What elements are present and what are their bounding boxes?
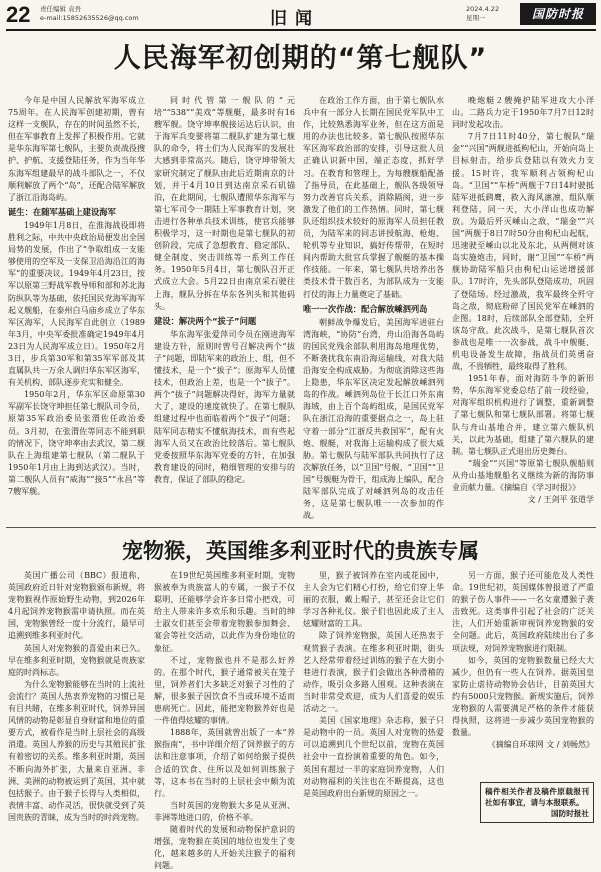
paragraph: 1951年春，面对海防斗争的新形势，华东海军党委总结了前一段经验，对海军组织机构进行了调整，重新调整了第七舰队和第七舰队部署。将第七舰队与舟山基地合并，建立第六舰队机关，以此为基础，组建了第六舰队的建制。第七舰队正式退出历史舞台。: [452, 374, 594, 456]
email-line: e-mail:15852635526@qq.com: [40, 14, 139, 22]
paragraph: “瑞金”“兴国”等原第七舰队舰船则从舟山基地舰船名义继续为新的海防事业贡献力量。《摘编自《学习时报》》: [452, 458, 594, 492]
page-masthead: [0, 0, 601, 30]
paragraph: 美国《国家地理》杂志称，猴子只是动物中的一员。英国人对宠物的热爱可以追溯到几个世纪以前，宠物在英国社会中一直扮演着重要的角色。如今，英国有超过一半的家庭饲养宠物，人们对动物福利的关注也在不断提高，这也是英国政府出台新规的原因之一。: [303, 716, 444, 798]
editor-line: 责任编辑 袁吾: [40, 5, 82, 13]
masthead-rule: [6, 29, 596, 31]
paragraph: 在政治工作方面，由于第七舰队水兵中有一部分人长期在国民党军队中工作，比较熟悉海军业务，但在这方面是用的办法也比较多。第七舰队按照华东军区海军政治部的安排，引导这批人员正确认识新中国，端正态度，抓好学习。在教育和管理上，为每艘舰船配备了指导员，在此基础上，舰队各级领导努力改善官兵关系，消除隔阂，进一步激发了他们的工作热情。同时，第七舰队还组织技术较好的原海军人员担任教员，为陆军来的同志讲授航海、枪炮、轮机等专业知识，搞好传帮带，在短时间内帮助大批官兵掌握了舰艇的基本操作技能。一年来，第七舰队共培养出各类技术骨干数百名，为部队成为一支能打仗的海上力量奠定了基础。: [303, 96, 444, 299]
article2-headline: 宠物猴，英国维多利亚时代的贵族专属: [122, 539, 479, 563]
paragraph: 为什么宠物猴能够在当时的上流社会流行？英国人热衷养宠物的习惯已是有目共睹，在维多利亚时代，饲养异国风情的动物是彰显自身财富和地位的重要方式，被看作是当时上层社会的高级消遣。英国人养猴的历史与其殖民扩张有着密切的关系。维多利亚时期，英国不断向海外扩张，大量来自亚洲、非洲、美洲的动物被运到了英国，其中就包括猴子。由于猴子长得与人类相似，表情丰富、动作灵活，很快就受到了英国贵族的青睐，成为当时的时尚宠物。: [8, 679, 145, 822]
paragraph: 英国人对宠物猴的喜爱由来已久。早在维多利亚时期，宠物猴就是贵族家庭的时尚标志。: [8, 643, 145, 677]
paragraph: 朝鲜战争爆发后，美国海军进驻台湾海峡，“协防”台湾，舟山沿海各岛屿的国民党残余部队利用海岛地理优势，不断袭扰我东南沿海运输线，对我大陆沿海安全构成威胁。为彻底消除这些海上隐患，华东军区决定发起解放嵊泗列岛的作战。嵊泗列岛位于长江口外东南海域，由上百个岛屿组成，是国民党军队在浙江沿海的重要据点之一，岛上驻守着一部分“江浙反共救国军”，配有火炮、舰艇，对我海上运输构成了很大威胁。第七舰队与陆军部队共同执行了这次解放任务，以“卫国”号舰、“卫国”“卫国”号舰艇为骨干，组成海上编队，配合陆军部队完成了对嵊泗列岛的攻击任务，这是第七舰队唯一一次参加的作战。: [303, 317, 444, 521]
paragraph: 晚炮艇２艘掩护陆军进攻大小洋山。二路兵力定于1950年7月7日12时同时发起攻击。: [452, 96, 594, 130]
article1-byline: 文 / 王剑平 张道学: [527, 495, 594, 505]
paragraph: 同时代管第一舰队的“元培”“538”“美戏”等舰艇，最多时有16艘军舰。饶守坤率舰接运达后认识，由于海军兵变要将第二舰队扩建为第七舰队的命令，将士们为人民海军的发展壮大感到非常高兴。随后，饶守坤带领大家研究制定了舰队由此后近期南京的计划，并于4月10日到达南京采石矶锚泊，在此期间，七舰队遭照华东海军与第七军司令一期陆上军事教育计划，突击进行各种单兵技术训练，使官兵能够积极学习，这一时期也是第七舰队的初创阶段，完成了急想教育、稳定部队、健全制度、突击训练等一系列工作任务。1950年5月4日，第七舰队召开正式成立大会。5月22日由南京采石驶往上海，舰队分拆在华东各列头和其他码头。: [154, 96, 295, 311]
article2-column-2: [154, 570, 295, 871]
article1-column-3: [303, 95, 444, 520]
paragraph: 1888年，英国就曾出版了一本“养猴指南”，书中详细介绍了饲养猴子的方法和注意事项，介绍了如何给猴子提供合适的饮食、住所以及如何训练猴子等，这本书在当时的上层社会中颇为流行。: [154, 728, 295, 798]
paragraph: 7月7日11时40分，第七舰队“瑞金”“兴国”两舰进抵枸杞山，开始向岛上目标射击，给步兵登陆以有效火力支援。15时许，我军顺利占领枸杞山岛。“卫国”“车桥”两舰于7日14时驶抵陆军进抵鹞鹰，救入海风凛凛，组队顺利登陆，同一天，大小洋山也成功解放。为最后歼灭嵊山之敌，“瑞金”“兴国”两舰于8日7时50分由枸杞山起航，迅速驶至嵊山以北及东北，从两侧对该岛实施炮击，同时，谢“卫国”“车桥”两舰协助陆军船只由枸杞山运送增援部队。17时许，先头部队登陆成功，巩固了登陆场。经过激战，我军最终全歼守岛之敌，彻底粉碎了国民党军在嵊泗的企图。18时，后续部队全部登陆，全歼该岛守敌。此次战斗，是第七舰队首次参战也是唯一一次参战，战斗中舰艇、机电设备发生故障，指战员们英勇奋战，不畏牺牲，最终取得了胜利。: [452, 132, 594, 372]
article-divider: [6, 527, 596, 528]
paragraph: 英国广播公司（BBC）报道称，英国政府近日针对宠物猴颁布新规，将宠物猴视作原始野生动物，到2026年4月起饲养宠物猴需申请执照。而在英国，宠物猴曾经一度十分流行，最早可追溯到维多利亚时代。: [8, 571, 145, 641]
subheading: 诞生：在随军基础上建设海军: [8, 206, 116, 217]
subheading: 唯一一次作战：配合解放嵊泗列岛: [303, 303, 428, 314]
article2-column-3: [303, 570, 444, 825]
article1-column-2: [154, 95, 295, 520]
section-title: 旧闻: [270, 9, 320, 29]
paragraph: 另一方面，猴子还可能危及人类性命。19世纪初，英国媒体曾报道了严重的猴子伤人事件——一名女童遭猴子袭击致死。这类事件引起了社会的广泛关注，人们开始重新审视饲养宠物猴的安全问题。此后，英国政府陆续出台了多项法规，对饲养宠物猴进行限制。: [452, 571, 594, 653]
subheading: 建设：解决两个“拔子”问题: [154, 315, 257, 326]
page-number: 22: [6, 2, 31, 27]
article2-column-1: [8, 570, 145, 825]
paragraph: 华东海军张爱萍司令员在刚进海军建设方针，原则时曾号召解决两个“拔子”问题，即陆军来的政治上、组，但不懂技术，是一个“拔子”；原海军人员懂技术，但政治上差，也是一个“拔子”。两个“拔子”问题解决得好，海军力量就大了，建设的速度就快了。在第七舰队组建过程中也面临着两个“拔子”问题；陆军同志精实不懂航海技术，而有些起海军人员又在政治比较落后。第七舰队党委按照华东海军党委的方针，在加强教育建设的同时，精细管理的安排与的教育，保证了部队的稳定。: [154, 329, 295, 484]
paragraph: 不过，宠物猴也并不是那么好养的。在那个时代，猴子通常被关在笼子里，饲养者们大多缺乏对猴子习性的了解，很多猴子因饮食不当或环境不适而患病死亡。因此，能把宠物猴养好也是一件值得炫耀的事情。: [154, 655, 295, 726]
issue-date: 2024.4.22: [466, 5, 500, 13]
article1-headline: 人民海军初创期的“第七舰队”: [113, 43, 488, 74]
paragraph: 今年是中国人民解放军海军成立75周年。在人民海军创建初期，曾有这样一支舰队，存在的时间虽然不长，但在军事教育上发挥了积极作用。它就是华东海军第七舰队，主要负责战役搜护、护航、支援登陆任务，作为当年华东海军组建最早的战斗部队之一，不仅顺利解放了两个“岛”，还配合陆军解放了浙江沿海岛屿。: [8, 96, 145, 202]
paragraph: 1950年2月，华东军区命原第30军副军长饶守坤担任第七舰队司令员，原第35军政治委员张渭佐任政治委员。3月初，在张渭佐等同志不能到职的情况下，饶守坤率由去武汉，第二舰队在上海组建第七舰队（第二舰队于1950年1月由上海到达武汉）。当时，第二舰队人员有“威海”“接5”“永昌”等7艘军舰。: [8, 390, 145, 496]
notice-signature: 国防时报社: [551, 809, 589, 818]
paragraph: 1949年1月8日，在淮海战役即将胜利之际，中共中央政治局便发出全国局势的发展，作出了“争取组成一支能够使用的空军及一支保卫沿海沿江的海军”的重要决议。1949年4月23日，按军以原第三野战军教导师和部和苏北海防纵队等为基础，依托国民党海军海军起义舰船，在泰州白马庙乡成立了华东军区海军，人民海军自此创立（1989年3月，中央军委批准确定1949年4月23日为人民海军成立日）。1950年2月3日，步兵第30军和第35军军部及其直属队共一万余人调归华东军区海军，有关机构、部队逐步充实和健全。: [8, 220, 145, 388]
copyright-notice: [480, 782, 594, 823]
article1-column-4: [452, 95, 594, 520]
paragraph: 里，猴子被饲养在室内或花园中，主人会为它们精心打扮，给它们穿上华丽的衣服，戴上帽子，甚至还会让它们学习各种礼仪。猴子们也因此成了主人炫耀财富的工具。: [303, 571, 444, 629]
editor-info: [40, 5, 139, 23]
date-info: [466, 5, 499, 23]
paragraph: 如今，英国的宠物猴数量已经大大减少，但仍有一些人在饲养。据英国皇家防止虐待动物协会估计，目前英国大约有5000只宠物猴。新规实施后，饲养宠物猴的人需要满足严格的条件才能获得执照，这将进一步减少英国宠物猴的数量。: [452, 655, 594, 738]
newspaper-logo: 国防时报: [520, 3, 596, 25]
paragraph: 在19世纪英国维多利亚时期，宠物猴被奉为贵族富人的专属，一猴子不仅聪明，还能够学会许多日常小把戏，可给主人带来许多欢乐和乐趣。当时的绅士淑女们甚至会带着宠物猴参加舞会、宴会等社交活动，以此作为身份地位的象征。: [154, 571, 295, 653]
paragraph: 当时英国的宠物猴大多是从亚洲、非洲等地进口的，价格不菲。: [154, 800, 295, 822]
article1-column-1: [8, 95, 145, 520]
paragraph: 随着时代的发展和动物保护意识的增强，宠物猴在英国的地位也发生了变化，越来越多的人开始关注猴子的福利问题。: [154, 824, 295, 871]
issue-weekday: 星期一: [466, 14, 486, 22]
notice-text: 稿件相关作者及稿件原载报刊社如有事宜，请与本报联系。: [485, 787, 589, 807]
paragraph: 除了饲养宠物猴，英国人还热衷于观赏猴子表演。在维多利亚时期，街头艺人经常带着经过训练的猴子在大街小巷进行表演，猴子们会做出各种滑稽的动作，吸引众多路人围观。这种表演在当时非常受欢迎，成为人们喜爱的娱乐活动之一。: [303, 631, 444, 714]
article2-byline: 《摘编自环球网 文 / 刘畅然》: [487, 740, 594, 750]
article2-column-4: [452, 570, 594, 775]
